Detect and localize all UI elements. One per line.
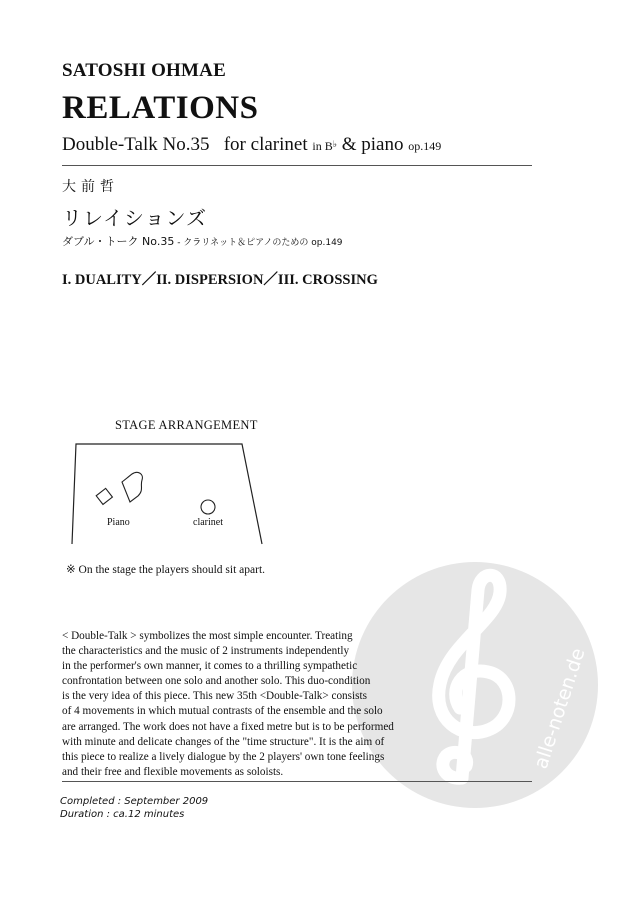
program-note (62, 629, 442, 780)
program-note-line: this piece to realize a lively dialogue by the 2 players' own tone feelings (62, 750, 385, 763)
clarinet-label: clarinet (193, 517, 223, 528)
stage-note: ※ On the stage the players should sit apart. (66, 564, 266, 576)
jp-subtitle-rest: - クラリネット＆ピアノのための op.149 (174, 238, 343, 248)
piece-title: RELATIONS (62, 90, 259, 126)
subtitle-piano: & piano (336, 134, 404, 155)
stage-arrangement-label: STAGE ARRANGEMENT (115, 418, 258, 432)
program-note-line: is the very idea of this piece. This new 35th <Double-Talk> consists (62, 690, 367, 703)
stage-diagram (58, 432, 270, 550)
divider-bottom (62, 781, 532, 782)
clarinet-position-icon (201, 500, 215, 514)
watermark-text: alle-noten.de (529, 645, 590, 772)
piano-label: Piano (107, 517, 130, 528)
divider-top (62, 165, 532, 166)
flat-sign: ♭ (332, 139, 337, 149)
program-note-line: the characteristics and the music of 2 instruments independently (62, 645, 350, 658)
completed-date: Completed : September 2009 (60, 796, 209, 807)
jp-piece-title: リレイションズ (62, 206, 207, 230)
program-note-line: confrontation between one solo and another solo. This duo-condition (62, 675, 371, 688)
program-note-line: with minute and delicate changes of the "time structure". It is the aim of (62, 735, 385, 748)
movement-list: I. DUALITY／II. DISPERSION／III. CROSSING (62, 272, 378, 288)
duration: Duration : ca.12 minutes (60, 809, 185, 820)
program-note-line: and their free and flexible movements as soloists. (62, 765, 284, 778)
composition-info (60, 795, 208, 821)
subtitle-main: Double-Talk No.35 (62, 134, 210, 155)
program-note-line: < Double-Talk > symbolizes the most simple encounter. Treating (62, 630, 353, 642)
piece-subtitle (62, 134, 441, 156)
stage-outline (72, 444, 262, 544)
jp-subtitle (62, 233, 343, 249)
composer-name: SATOSHI OHMAE (62, 60, 226, 81)
program-note-line: of 4 movements in which mutual contrasts of the ensemble and the solo (62, 705, 383, 718)
piano-icon (96, 472, 142, 504)
jp-composer-name: 大前哲 (62, 179, 119, 195)
jp-subtitle-main: ダブル・トーク No.35 (62, 235, 175, 248)
program-note-line: are arranged. The work does not have a fixed metre but is to be performed (62, 720, 394, 733)
program-note-line: in the performer's own manner, it comes to a thrilling sympathetic (62, 660, 358, 673)
subtitle-for: for clarinet (223, 134, 308, 155)
opus-number: op.149 (408, 139, 442, 153)
subtitle-in: in B (312, 139, 333, 153)
